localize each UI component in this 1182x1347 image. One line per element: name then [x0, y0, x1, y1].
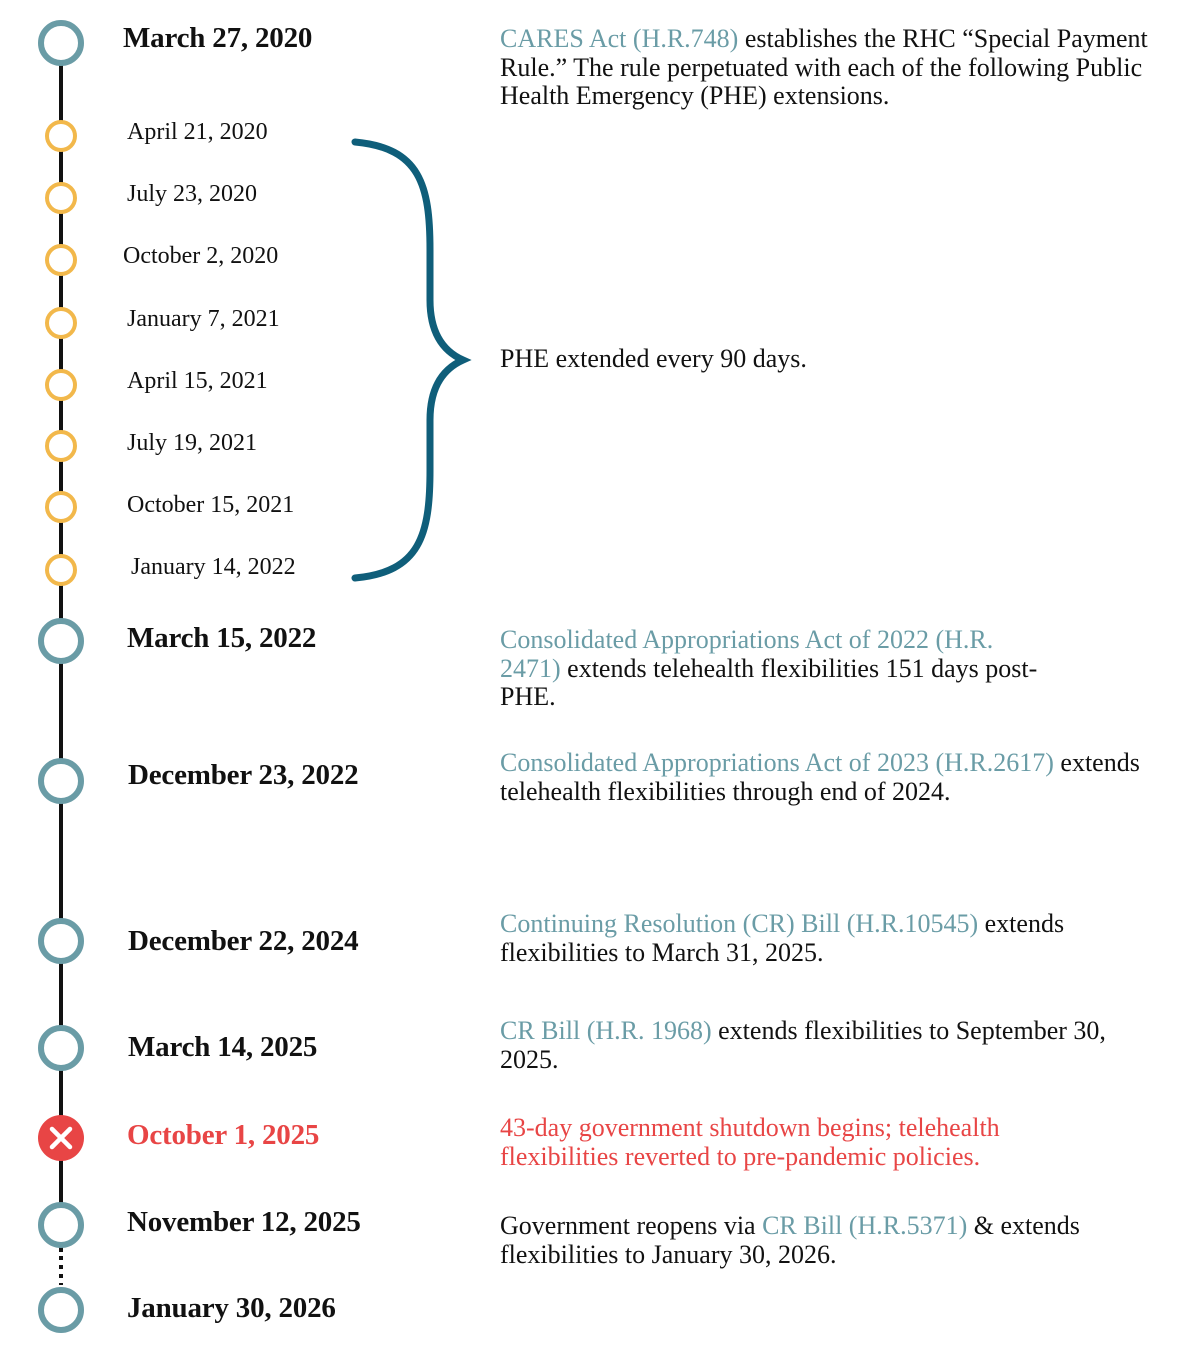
major-node-icon	[41, 23, 81, 63]
alert-node-icon	[38, 1115, 84, 1161]
event-date: January 14, 2022	[131, 554, 296, 580]
major-node-icon	[41, 921, 81, 961]
minor-node-icon	[47, 556, 75, 584]
major-node-icon	[41, 761, 81, 801]
event-date: April 21, 2020	[127, 119, 268, 145]
event-description	[500, 1212, 1100, 1269]
event-date: October 1, 2025	[127, 1119, 320, 1151]
minor-node-icon	[47, 309, 75, 337]
event-description	[500, 25, 1150, 111]
event-description	[500, 910, 1165, 967]
curly-brace	[355, 142, 463, 578]
event-date: October 15, 2021	[127, 492, 295, 518]
major-node-icon	[41, 621, 81, 661]
event-date: March 27, 2020	[123, 22, 313, 54]
event-description	[500, 1114, 1120, 1171]
event-date: January 7, 2021	[127, 306, 280, 332]
bill-link[interactable]: Consolidated Appropriations Act of 2022 (H.R. 2471)	[500, 625, 994, 683]
minor-node-icon	[47, 493, 75, 521]
bill-link[interactable]: CARES Act (H.R.748)	[500, 24, 739, 53]
description-text: 43-day government shutdown begins; telehealth flexibilities reverted to pre-pandemic policies.	[500, 1113, 1000, 1171]
event-description	[500, 1017, 1160, 1074]
bill-link[interactable]: Consolidated Appropriations Act of 2023 (H.R.2617)	[500, 748, 1054, 777]
event-date: July 19, 2021	[127, 430, 258, 456]
brace-label: PHE extended every 90 days.	[500, 344, 807, 373]
major-node-icon	[41, 1205, 81, 1245]
event-date: October 2, 2020	[123, 243, 279, 269]
description-text: extends telehealth flexibilities through end of 2024.	[500, 748, 1140, 806]
event-date: July 23, 2020	[127, 181, 258, 207]
bill-link[interactable]: Continuing Resolution (CR) Bill (H.R.10545)	[500, 909, 979, 938]
major-node-icon	[41, 1290, 81, 1330]
minor-node-icon	[47, 122, 75, 150]
event-description	[500, 626, 1060, 712]
bill-link[interactable]: CR Bill (H.R.5371)	[762, 1211, 968, 1240]
event-date: January 30, 2026	[127, 1292, 336, 1324]
event-date: March 15, 2022	[127, 622, 317, 654]
description-text: extends flexibilities to September 30, 2025.	[500, 1016, 1106, 1074]
event-date: December 23, 2022	[128, 759, 359, 791]
event-date: March 14, 2025	[128, 1031, 318, 1063]
event-description	[500, 749, 1160, 806]
major-node-icon	[41, 1028, 81, 1068]
minor-node-icon	[47, 184, 75, 212]
minor-node-icon	[47, 371, 75, 399]
bill-link[interactable]: CR Bill (H.R. 1968)	[500, 1016, 712, 1045]
minor-node-icon	[47, 432, 75, 460]
description-text: & extends flexibilities to January 30, 2026.	[500, 1211, 1080, 1269]
minor-node-icon	[47, 246, 75, 274]
description-text: Government reopens via	[500, 1211, 763, 1240]
description-text: establishes the RHC “Special Payment Rule.” The rule perpetuated with each of the following Public Health Emergency (PHE) extensions.	[500, 24, 1148, 110]
description-text: extends flexibilities to March 31, 2025.	[500, 909, 1065, 967]
event-date: April 15, 2021	[127, 368, 268, 394]
event-date: December 22, 2024	[128, 925, 359, 957]
description-text: extends telehealth flexibilities 151 days post-PHE.	[500, 653, 1038, 711]
event-date: November 12, 2025	[127, 1206, 361, 1238]
